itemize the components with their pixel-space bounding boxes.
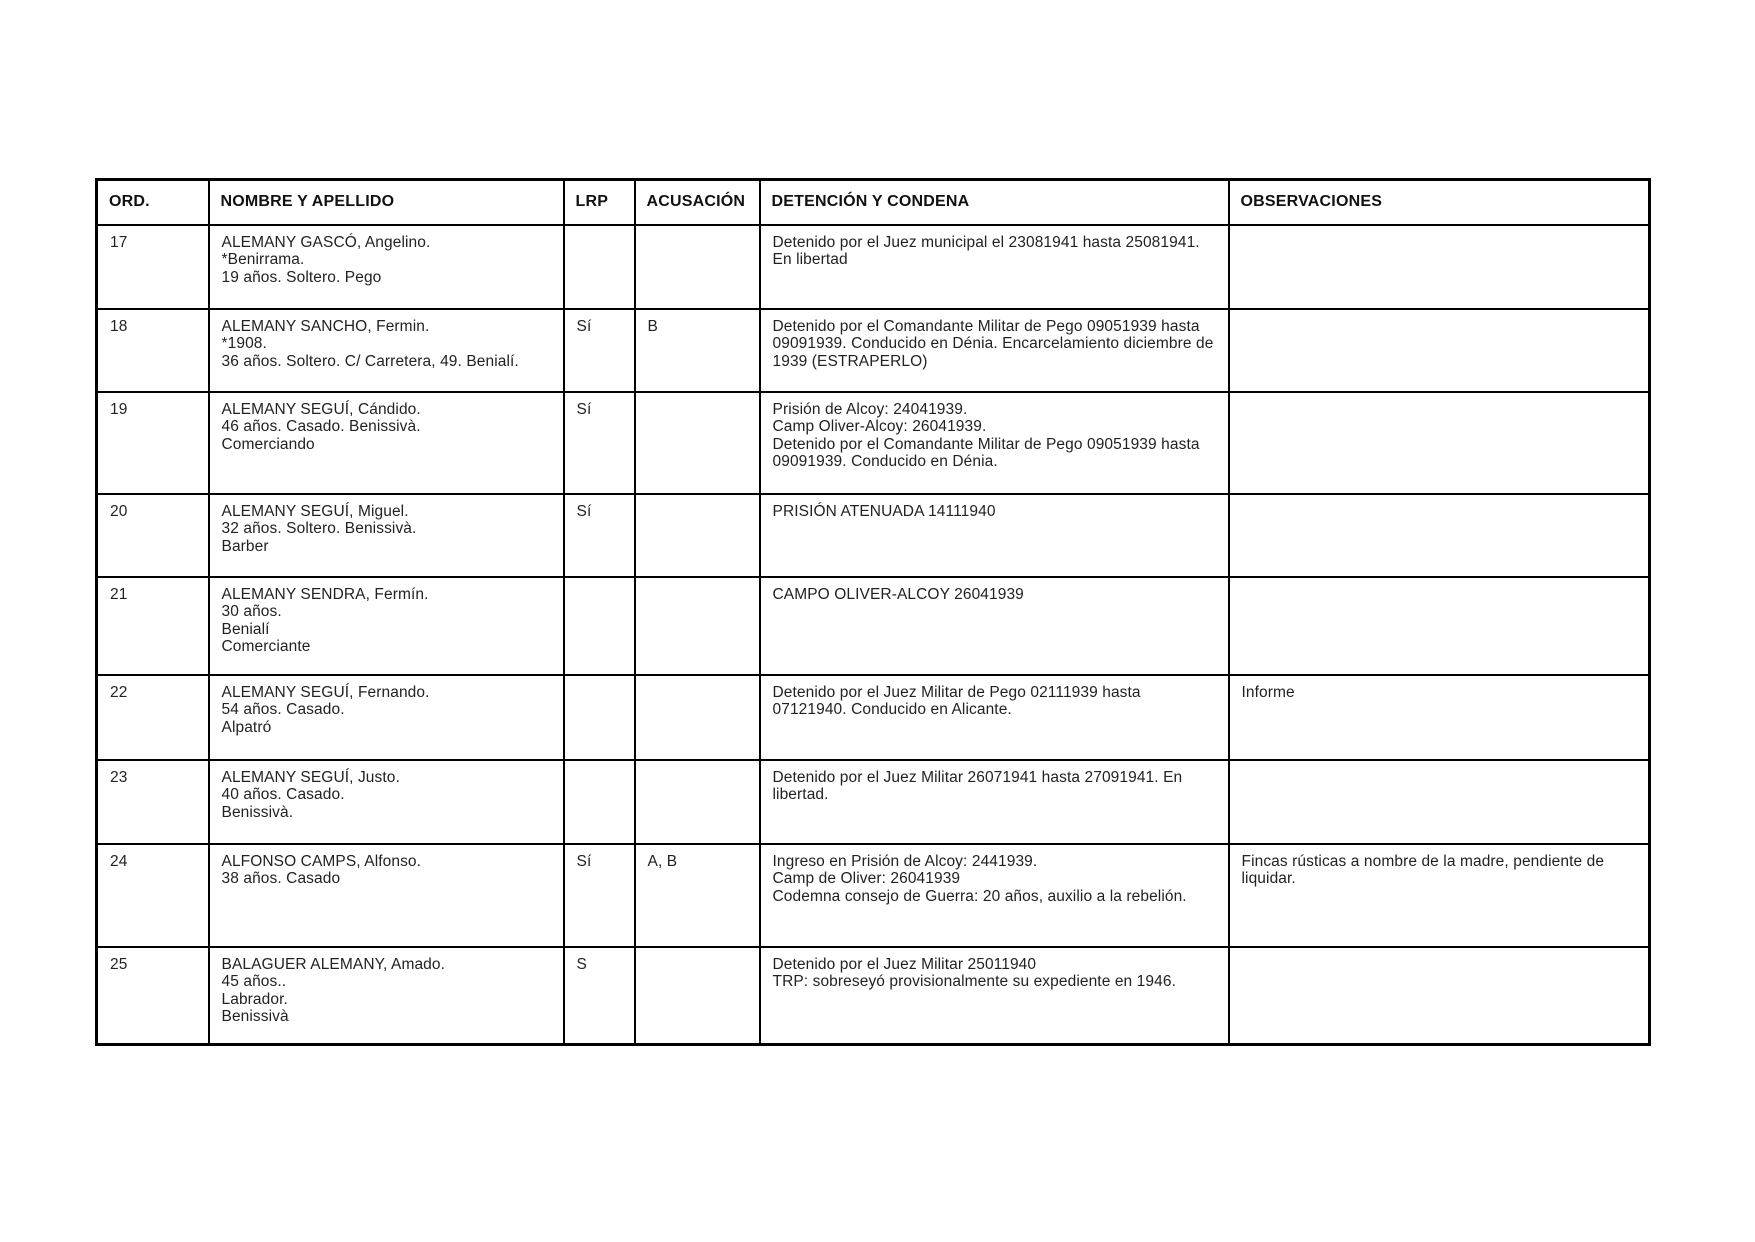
- cell-line: 19 años. Soltero. Pego: [221, 268, 382, 286]
- cell-line: 45 años..: [221, 973, 287, 991]
- table-row: [97, 309, 1650, 392]
- cell-line: Detenido por el Comandante Militar de Pego 09051939 hasta 09091939. Conducido en Dénia.: [772, 435, 1200, 471]
- cell-observaciones: [1229, 225, 1650, 309]
- cell-observaciones: [1229, 675, 1650, 760]
- cell-detencion: [760, 392, 1229, 494]
- cell-detencion: [760, 309, 1229, 392]
- cell-line: Detenido por el Juez Militar 25011940: [772, 955, 1037, 973]
- cell-detencion: [760, 577, 1229, 675]
- cell-lrp: Sí: [564, 844, 635, 947]
- cell-line: Prisión de Alcoy: 24041939.: [772, 400, 968, 418]
- cell-line: Detenido por el Juez municipal el 23081941 hasta 25081941. En libertad: [772, 233, 1200, 269]
- cell-acusacion: [635, 494, 760, 577]
- table-row: [97, 844, 1650, 947]
- cell-acusacion: [635, 760, 760, 844]
- cell-line: Alpatró: [221, 718, 272, 736]
- cell-line: 38 años. Casado: [221, 870, 341, 888]
- cell-ord: 20: [97, 494, 209, 577]
- cell-line: Informe: [1241, 683, 1295, 701]
- cell-line: Comerciante: [221, 638, 311, 656]
- cell-line: 54 años. Casado.: [221, 701, 345, 719]
- cell-ord: 23: [97, 760, 209, 844]
- cell-line: 32 años. Soltero. Benissivà.: [221, 520, 417, 538]
- cell-observaciones: [1229, 760, 1650, 844]
- prisoners-table: [95, 178, 1651, 1046]
- cell-line: Benissivà: [221, 1008, 289, 1026]
- cell-acusacion: [635, 225, 760, 309]
- cell-nombre: [209, 844, 564, 947]
- cell-nombre: [209, 494, 564, 577]
- cell-acusacion: [635, 577, 760, 675]
- cell-line: 30 años.: [221, 603, 282, 621]
- header-acusacion: ACUSACIÓN: [635, 180, 760, 225]
- cell-line: 36 años. Soltero. C/ Carretera, 49. Benialí.: [221, 352, 519, 370]
- cell-lrp: [564, 675, 635, 760]
- header-observaciones: OBSERVACIONES: [1229, 180, 1650, 225]
- cell-line: BALAGUER ALEMANY, Amado.: [221, 955, 446, 973]
- cell-line: Detenido por el Juez Militar de Pego 02111939 hasta 07121940. Conducido en Alicante.: [772, 683, 1141, 719]
- cell-line: Detenido por el Comandante Militar de Pego 09051939 hasta 09091939. Conducido en Dénia. Encarcelamiento diciembre de 1939 (ESTRAPERLO): [772, 317, 1214, 370]
- cell-detencion: [760, 947, 1229, 1045]
- cell-lrp: Sí: [564, 309, 635, 392]
- table-row: [97, 675, 1650, 760]
- cell-detencion: [760, 225, 1229, 309]
- cell-ord: 22: [97, 675, 209, 760]
- header-row: [97, 180, 1650, 225]
- cell-lrp: [564, 760, 635, 844]
- header-lrp: LRP: [564, 180, 635, 225]
- cell-line: Camp Oliver-Alcoy: 26041939.: [772, 418, 987, 436]
- cell-line: Detenido por el Juez Militar 26071941 hasta 27091941. En libertad.: [772, 768, 1183, 804]
- cell-lrp: S: [564, 947, 635, 1045]
- cell-acusacion: [635, 947, 760, 1045]
- cell-line: Barber: [221, 537, 269, 555]
- cell-line: 40 años. Casado.: [221, 786, 345, 804]
- cell-detencion: [760, 494, 1229, 577]
- cell-nombre: [209, 760, 564, 844]
- cell-observaciones: [1229, 577, 1650, 675]
- cell-line: Ingreso en Prisión de Alcoy: 2441939.: [772, 852, 1038, 870]
- header-nombre: NOMBRE Y APELLIDO: [209, 180, 564, 225]
- table-header: [97, 180, 1650, 225]
- cell-line: Benialí: [221, 620, 270, 638]
- cell-nombre: [209, 675, 564, 760]
- cell-ord: 19: [97, 392, 209, 494]
- table-row: [97, 577, 1650, 675]
- cell-observaciones: [1229, 947, 1650, 1045]
- cell-line: *1908.: [221, 335, 267, 353]
- cell-lrp: Sí: [564, 494, 635, 577]
- cell-line: Benissivà.: [221, 803, 294, 821]
- cell-line: Camp de Oliver: 26041939: [772, 870, 961, 888]
- cell-line: Fincas rústicas a nombre de la madre, pendiente de liquidar.: [1241, 852, 1605, 888]
- cell-line: ALEMANY SEGUÍ, Justo.: [221, 768, 400, 786]
- table-row: [97, 392, 1650, 494]
- cell-line: Labrador.: [221, 990, 288, 1008]
- cell-lrp: Sí: [564, 392, 635, 494]
- cell-line: ALEMANY SENDRA, Fermín.: [221, 585, 429, 603]
- cell-line: Comerciando: [221, 435, 315, 453]
- cell-detencion: [760, 675, 1229, 760]
- cell-nombre: [209, 577, 564, 675]
- cell-line: Codemna consejo de Guerra: 20 años, auxilio a la rebelión.: [772, 887, 1187, 905]
- table-row: [97, 494, 1650, 577]
- cell-line: ALFONSO CAMPS, Alfonso.: [221, 852, 422, 870]
- cell-ord: 24: [97, 844, 209, 947]
- table-row: [97, 225, 1650, 309]
- cell-nombre: [209, 225, 564, 309]
- cell-observaciones: [1229, 844, 1650, 947]
- cell-acusacion: A, B: [635, 844, 760, 947]
- cell-detencion: [760, 760, 1229, 844]
- cell-nombre: [209, 392, 564, 494]
- cell-acusacion: [635, 675, 760, 760]
- cell-observaciones: [1229, 392, 1650, 494]
- cell-observaciones: [1229, 494, 1650, 577]
- cell-lrp: [564, 225, 635, 309]
- cell-nombre: [209, 309, 564, 392]
- cell-acusacion: B: [635, 309, 760, 392]
- cell-line: ALEMANY SEGUÍ, Cándido.: [221, 400, 421, 418]
- cell-lrp: [564, 577, 635, 675]
- cell-ord: 25: [97, 947, 209, 1045]
- cell-line: 46 años. Casado. Benissivà.: [221, 418, 421, 436]
- cell-detencion: [760, 844, 1229, 947]
- cell-line: ALEMANY SANCHO, Fermin.: [221, 317, 430, 335]
- cell-acusacion: [635, 392, 760, 494]
- header-detencion: DETENCIÓN Y CONDENA: [760, 180, 1229, 225]
- cell-ord: 17: [97, 225, 209, 309]
- cell-ord: 18: [97, 309, 209, 392]
- cell-ord: 21: [97, 577, 209, 675]
- cell-line: ALEMANY GASCÓ, Angelino.: [221, 233, 431, 251]
- cell-line: CAMPO OLIVER-ALCOY 26041939: [772, 585, 1024, 603]
- cell-line: PRISIÓN ATENUADA 14111940: [772, 502, 996, 520]
- cell-observaciones: [1229, 309, 1650, 392]
- cell-nombre: [209, 947, 564, 1045]
- cell-line: ALEMANY SEGUÍ, Fernando.: [221, 683, 430, 701]
- cell-line: TRP: sobreseyó provisionalmente su expediente en 1946.: [772, 973, 1176, 991]
- cell-line: ALEMANY SEGUÍ, Miguel.: [221, 502, 409, 520]
- table-row: [97, 947, 1650, 1045]
- header-ord: ORD.: [97, 180, 209, 225]
- table-body: [97, 225, 1650, 1045]
- cell-line: *Benirrama.: [221, 251, 305, 269]
- table-row: [97, 760, 1650, 844]
